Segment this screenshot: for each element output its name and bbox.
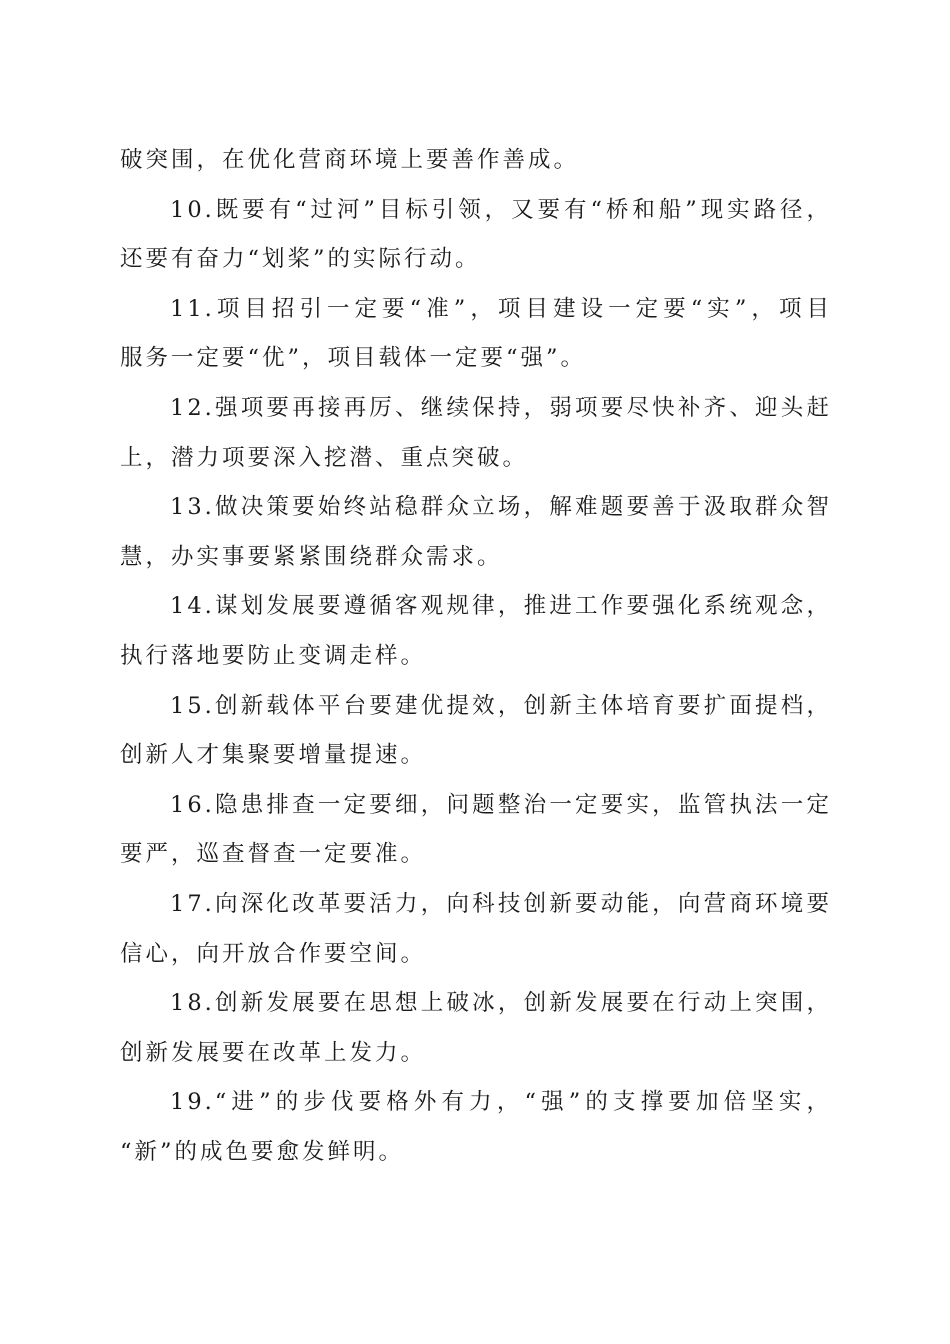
item-15-line-1: 15.创新载体平台要建优提效，创新主体培育要扩面提档， — [170, 692, 832, 719]
item-14-line-2: 执行落地要防止变调走样。 — [120, 642, 427, 669]
item-16-line-2: 要严，巡查督查一定要准。 — [120, 841, 427, 868]
item-15-line-2: 创新人才集聚要增量提速。 — [120, 742, 427, 769]
item-16-line-1: 16.隐患排查一定要细，问题整治一定要实，监管执法一定 — [170, 791, 832, 818]
item-18-line-2: 创新发展要在改革上发力。 — [120, 1039, 427, 1066]
item-10-line-2: 还要有奋力“划桨”的实际行动。 — [120, 246, 481, 273]
item-12-line-2: 上，潜力项要深入挖潜、重点突破。 — [120, 444, 529, 471]
item-13-line-2: 慧，办实事要紧紧围绕群众需求。 — [120, 543, 503, 570]
item-18-line-1: 18.创新发展要在思想上破冰，创新发展要在行动上突围， — [170, 990, 832, 1017]
item-14-line-1: 14.谋划发展要遵循客观规律，推进工作要强化系统观念， — [170, 593, 832, 620]
item-19-line-1: 19.“进”的步伐要格外有力，“强”的支撑要加倍坚实， — [170, 1089, 832, 1116]
document-body — [120, 136, 832, 1177]
item-17-line-2: 信心，向开放合作要空间。 — [120, 940, 427, 967]
item-12-line-1: 12.强项要再接再厉、继续保持，弱项要尽快补齐、迎头赶 — [170, 394, 832, 421]
item-13-line-1: 13.做决策要始终站稳群众立场，解难题要善于汲取群众智 — [170, 494, 832, 521]
item-17-line-1: 17.向深化改革要活力，向科技创新要动能，向营商环境要 — [170, 890, 832, 917]
item-19-line-2: “新”的成色要愈发鲜明。 — [120, 1138, 405, 1165]
item-11-line-2: 服务一定要“优”，项目载体一定要“强”。 — [120, 345, 587, 372]
item-10-line-1: 10.既要有“过河”目标引领，又要有“桥和船”现实路径， — [170, 196, 832, 223]
text-line-continuation: 破突围，在优化营商环境上要善作善成。 — [120, 147, 580, 173]
item-11-line-1: 11.项目招引一定要“准”，项目建设一定要“实”，项目 — [170, 295, 832, 322]
